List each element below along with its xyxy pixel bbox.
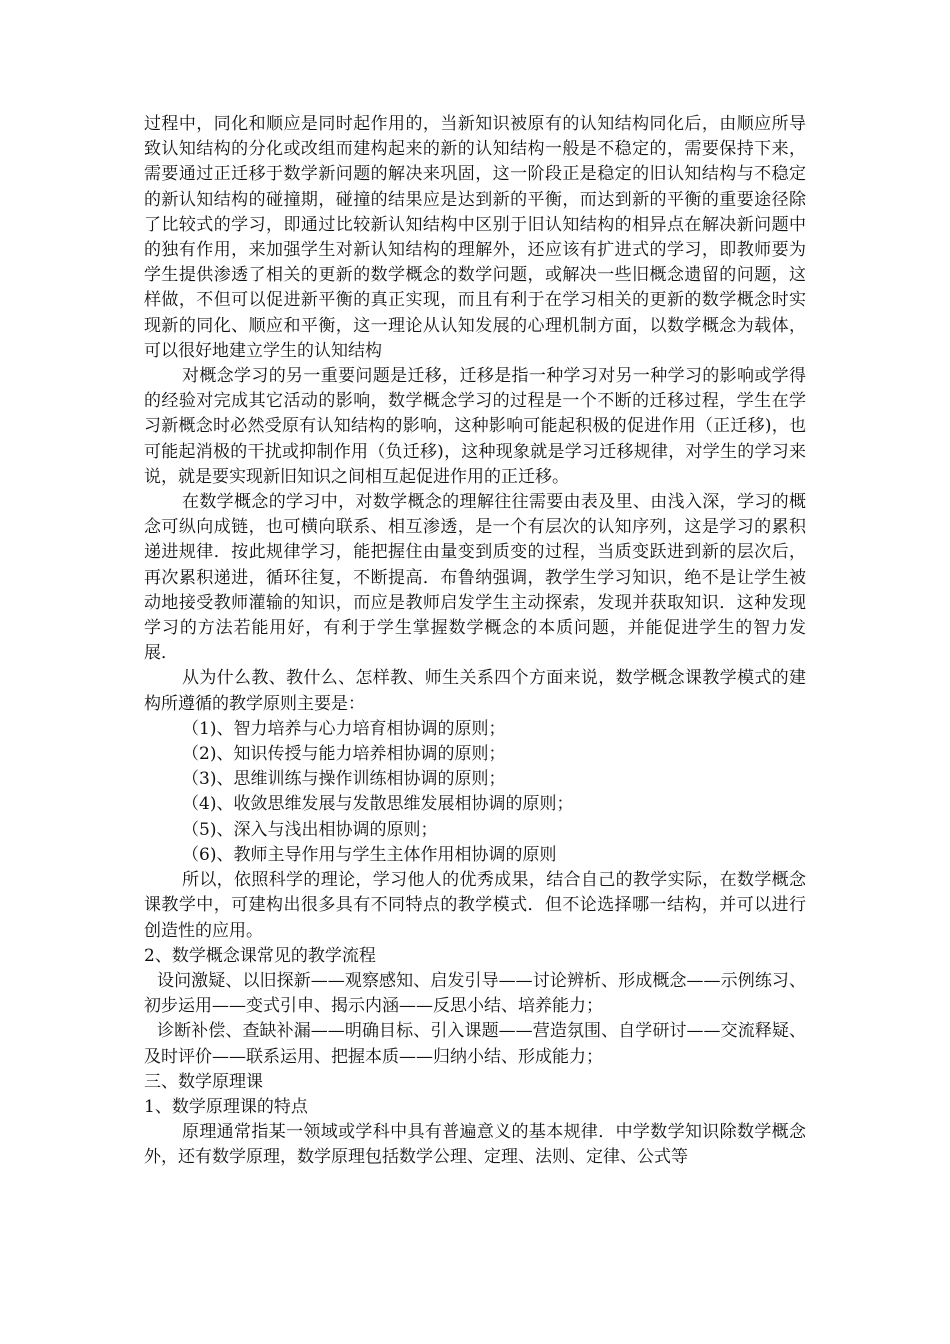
principle-item: （4)、收敛思维发展与发散思维发展相协调的原则； (182, 794, 574, 815)
section-heading-teaching-flow: 2、数学概念课常见的教学流程 (144, 945, 376, 966)
section-heading-principle-class: 三、数学原理课 (144, 1071, 263, 1092)
paragraph-transfer: 对概念学习的另一重要问题是迁移，迁移是指一种学习对另一种学习的影响或学得的经验对完成其它活动的影响，数学概念学习的过程是一个不断的迁移过程，学生在学习新概念时必然受原有认知结构的影响，这种影响可能起积极的促进作用（正迁移)，也可能起消极的干扰或抑制作用（负迁移)，这种现象就是学习迁移规律，对学生的学习来说，就是要实现新旧知识之间相互起促进作用的正迁移。 (144, 366, 806, 487)
paragraph-principle-definition: 原理通常指某一领域或学科中具有普遍意义的基本规律．中学数学知识除数学概念外，还有数学原理，数学原理包括数学公理、定理、法则、定律、公式等 (144, 1122, 806, 1168)
paragraph-cumulative-learning: 在数学概念的学习中，对数学概念的理解往往需要由表及里、由浅入深，学习的概念可纵向成链，也可横向联系、相互渗透，是一个有层次的认知序列，这是学习的累积递进规律．按此规律学习，能把握住由量变到质变的过程，当质变跃进到新的层次后，再次累积递进，循环往复，不断提高．布鲁纳强调，教学生学习知识，绝不是让学生被动地接受教师灌输的知识，而应是教师启发学生主动探索，发现并获取知识．这种发现学习的方法若能用好，有利于学生掌握数学概念的本质问题，并能促进学生的智力发展． (144, 492, 806, 664)
paragraph-flow-2: 诊断补偿、查缺补漏——明确目标、引入课题——营造氛围、自学研讨——交流释疑、及时评价——联系运用、把握本质——归纳小结、形成能力； (144, 1021, 806, 1067)
document-page (144, 112, 806, 1171)
section-heading-features: 1、数学原理课的特点 (144, 1096, 308, 1117)
principles-list (144, 717, 806, 868)
principle-item: （6)、教师主导作用与学生主体作用相协调的原则 (182, 844, 557, 865)
principle-item: （5)、深入与浅出相协调的原则； (182, 819, 438, 840)
principle-item: （3)、思维训练与操作训练相协调的原则； (182, 769, 506, 790)
principle-item: （1)、智力培养与心力培育相协调的原则； (182, 718, 506, 739)
paragraph-teaching-principles-intro: 从为什么教、教什么、怎样教、师生关系四个方面来说，数学概念课教学模式的建构所遵循的教学原则主要是： (144, 668, 806, 714)
paragraph-assimilation: 过程中，同化和顺应是同时起作用的，当新知识被原有的认知结构同化后，由顺应所导致认知结构的分化或改组而建构起来的新的认知结构一般是不稳定的，需要保持下来，需要通过正迁移于数学新问题的解决来巩固，这一阶段正是稳定的旧认知结构与不稳定的新认知结构的碰撞期，碰撞的结果应是达到新的平衡，而达到新的平衡的重要途径除了比较式的学习，即通过比较新认知结构中区别于旧认知结构的相异点在解决新问题中的独有作用，来加强学生对新认知结构的理解外，还应该有扩进式的学习，即教师要为学生提供渗透了相关的更新的数学概念的数学问题，或解决一些旧概念遗留的问题，这样做，不但可以促进新平衡的真正实现，而且有利于在学习相关的更新的数学概念时实现新的同化、顺应和平衡，这一理论从认知发展的心理机制方面，以数学概念为载体，可以很好地建立学生的认知结构 (144, 114, 806, 361)
paragraph-flow-1: 设问激疑、以旧探新——观察感知、启发引导——讨论辨析、形成概念——示例练习、初步运用——变式引申、揭示内涵——反思小结、培养能力； (144, 970, 806, 1017)
paragraph-conclusion: 所以，依照科学的理论，学习他人的优秀成果，结合自己的教学实际，在数学概念课教学中，可建构出很多具有不同特点的教学模式．但不论选择哪一结构，并可以进行创造性的应用。 (144, 870, 806, 941)
principle-item: （2)、知识传授与能力培养相协调的原则； (182, 744, 506, 765)
